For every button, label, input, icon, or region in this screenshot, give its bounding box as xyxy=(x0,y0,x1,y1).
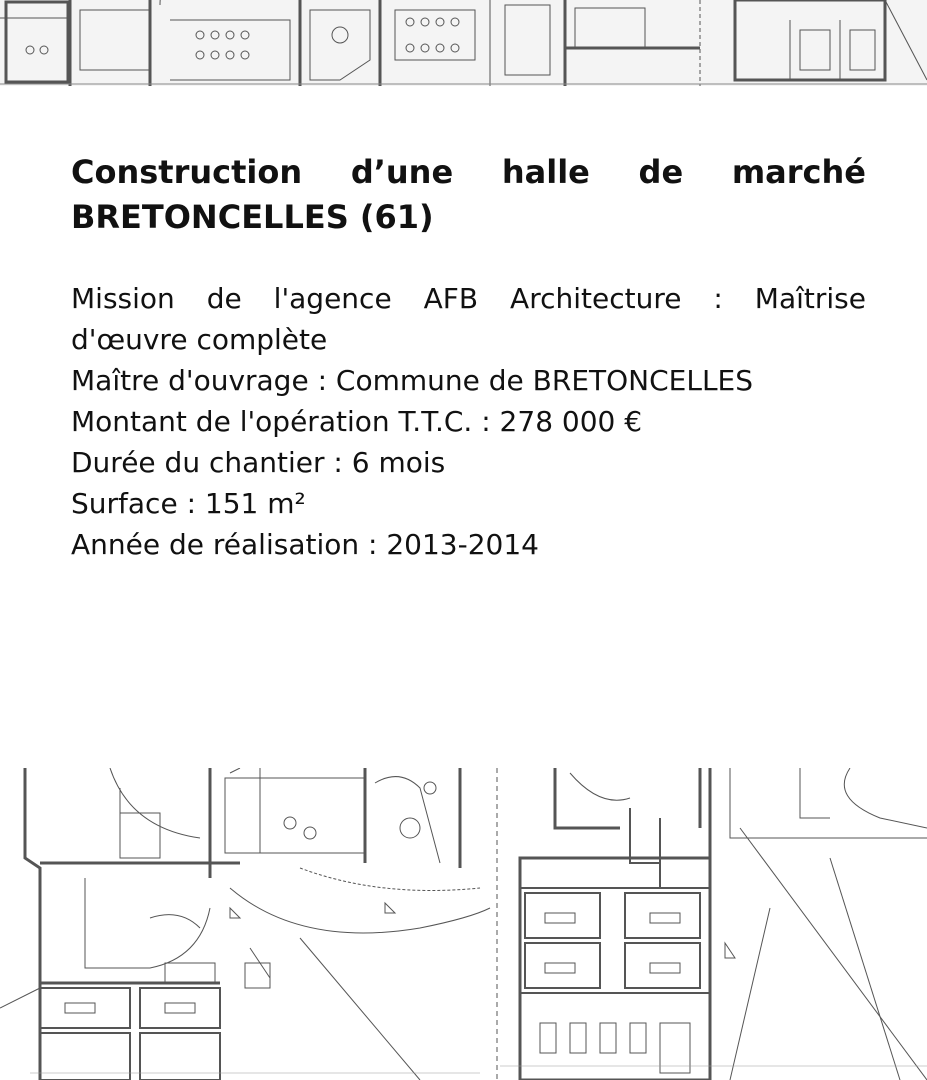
project-description xyxy=(71,150,866,565)
duration-text: Durée du chantier : 6 mois xyxy=(71,446,446,479)
project-title xyxy=(71,150,866,240)
mission-text-line-1: Mission de l'agence AFB Architecture : Maîtrise xyxy=(71,282,866,315)
project-details xyxy=(71,278,866,565)
year-text: Année de réalisation : 2013-2014 xyxy=(71,528,539,561)
project-title-line-1: Construction d’une halle de marché xyxy=(71,153,866,191)
top-floor-plan-image xyxy=(0,0,927,86)
client-text: Maître d'ouvrage : Commune de BRETONCELLES xyxy=(71,364,754,397)
amount-text: Montant de l'opération T.T.C. : 278 000 € xyxy=(71,405,643,438)
bottom-floor-plan-image xyxy=(0,768,927,1080)
project-title-line-2: BRETONCELLES (61) xyxy=(71,198,434,236)
mission-text-line-2: d'œuvre complète xyxy=(71,323,328,356)
surface-text: Surface : 151 m² xyxy=(71,487,306,520)
